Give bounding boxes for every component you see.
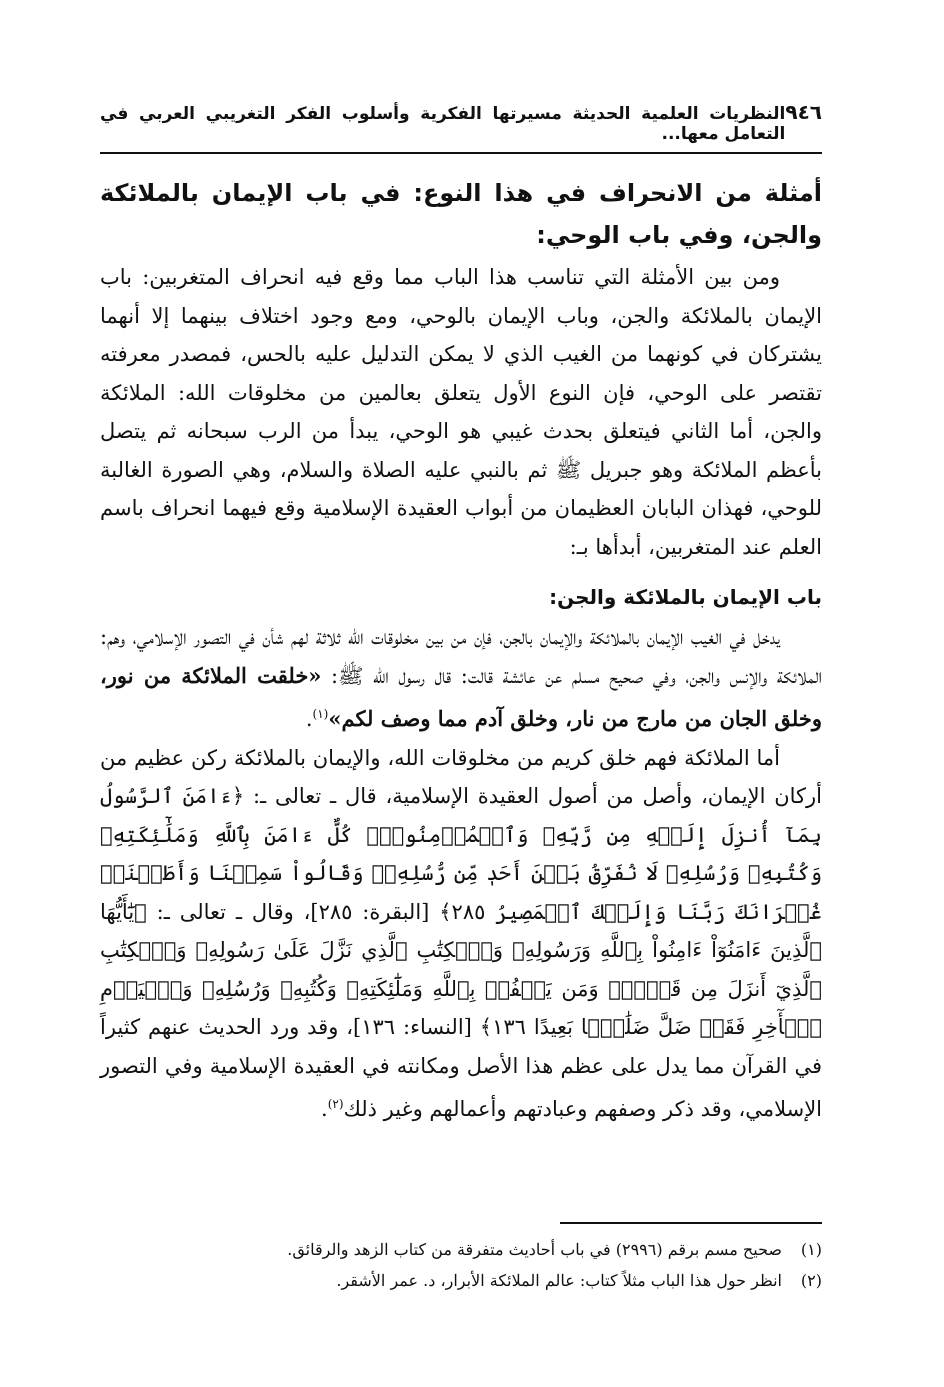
footnote-text: انظر حول هذا الباب مثلاً كتاب: عالم الملائكة الأبرار، د. عمر الأشقر. [336, 1271, 782, 1290]
footnote-number: (٢) [800, 1271, 822, 1290]
quran-verse: ﴿يَٰٓأَيُّهَا ٱلَّذِينَ ءَامَنُوٓاْ ءَامِنُواْ بِٱللَّهِ وَرَسُولِهِۦ وَٱلۡكِتَٰبِ ٱلَّذِي نَزَّلَ عَلَىٰ رَسُولِهِۦ وَٱلۡكِتَٰبِ ٱلَّذِيٓ أَنزَلَ مِن قَبۡلُۚ وَمَن يَكۡفُرۡ بِٱللَّهِ وَمَلَٰٓئِكَتِهِۦ وَكُتُبِهِۦ وَرُسُلِهِۦ وَٱلۡيَوۡمِ ٱلۡأٓخِرِ فَقَدۡ ضَلَّ ضَلَٰلَۢا بَعِيدًا ١٣٦﴾ [100, 899, 823, 1039]
footnotes [100, 1234, 822, 1296]
footnote-marker[interactable]: (٢) [327, 1097, 344, 1111]
page [100, 100, 822, 1129]
subheading: باب الإيمان بالملائكة والجن: [549, 585, 822, 609]
paragraph-end: . [321, 1097, 328, 1121]
paragraph-text: أما الملائكة فهم خلق كريم من مخلوقات الله، والإيمان بالملائكة ركن عظيم من أركان الإيمان، وأصل من أصول العقيدة الإسلامية، قال ـ تعالى ـ: [100, 745, 822, 808]
footnote-number: (١) [800, 1240, 822, 1259]
footnote-separator [560, 1222, 822, 1224]
page-number: ٩٤٦ [785, 100, 822, 124]
paragraph-text: يدخل في الغيب الإيمان بالملائكة والإيمان بالجن، فإن من بين مخلوقات الله ثلاثة لهم شأن في التصور الإسلامي، وهم: الملائكة والإنس والجن، وفي صحيح مسلم عن عائشة قالت: قال رسول الله ﷺ: [100, 625, 822, 688]
quran-verse: ﴿ءَامَنَ ٱلرَّسُولُ بِمَآ أُنزِلَ إِلَيۡهِ مِن رَّبِّهِۦ وَٱلۡمُؤۡمِنُونَۚ كُلٌّ ءَامَنَ بِٱللَّهِ وَمَلَٰٓئِكَتِهِۦ وَكُتُبِهِۦ وَرُسُلِهِۦ لَا نُفَرِّقُ بَيۡنَ أَحَدٖ مِّن رُّسُلِهِۦۚ وَقَالُواْ سَمِعۡنَا وَأَطَعۡنَاۖ غُفۡرَانَكَ رَبَّنَا وَإِلَيۡكَ ٱلۡمَصِيرُ ٢٨٥﴾ [100, 784, 822, 924]
footnote-marker[interactable]: (١) [312, 707, 329, 721]
footnote-item [100, 1234, 822, 1265]
running-header [100, 100, 822, 154]
footnote-text: صحيح مسم برقم (٢٩٩٦) في باب أحاديث متفرقة من كتاب الزهد والرقائق. [287, 1240, 782, 1259]
footnote-item [100, 1265, 822, 1296]
paragraph-verses [100, 739, 822, 1129]
paragraph-end: . [305, 707, 313, 731]
verse-reference: [النساء: ١٣٦]، وقد ورد الحديث عنهم كثيراً في القرآن مما يدل على عظم هذا الأصل ومكانته في العقيدة الإسلامية وفي التصور الإسلامي، وقد ذكر وصفهم وعبادتهم وأعمالهم وغير ذلك [100, 1015, 822, 1121]
paragraph-angels-jinn [100, 618, 822, 739]
hadith-quote: «خلقت الملائكة من نور، وخلق الجان من مارج من نار، وخلق آدم مما وصف لكم» [100, 662, 822, 731]
verse-reference: [البقرة: ٢٨٥]، وقال ـ تعالى ـ: [156, 899, 430, 924]
running-title: النظريات العلمية الحديثة مسيرتها الفكرية وأسلوب الفكر التغريبي العربي في التعامل معها... [100, 104, 786, 144]
paragraph-intro: ومن بين الأمثلة التي تناسب هذا الباب مما وقع فيه انحراف المتغربين: باب الإيمان بالملائكة والجن، وباب الإيمان بالوحي، ومع وجود اختلاف بينهما إلا أنهما يشتركان في كونهما من الغيب الذي لا يمكن التدليل عليه بالحس، فمصدر معرفته تقتصر على الوحي، فإن النوع الأول يتعلق بعالمين من مخلوقات الله: الملائكة والجن، أما الثاني فيتعلق بحدث غيبي هو الوحي، يبدأ من الرب سبحانه ثم يتصل بأعظم الملائكة وهو جبريل ﷺ ثم بالنبي عليه الصلاة والسلام، وهي الصورة الغالبة للوحي، فهذان البابان العظيمان من أبواب العقيدة الإسلامية وقع فيهما انحراف باسم العلم عند المتغربين، أبدأها بـ: [100, 265, 822, 559]
section-title: أمثلة من الانحراف في هذا النوع: في باب الإيمان بالملائكة والجن، وفي باب الوحي: [100, 179, 822, 249]
